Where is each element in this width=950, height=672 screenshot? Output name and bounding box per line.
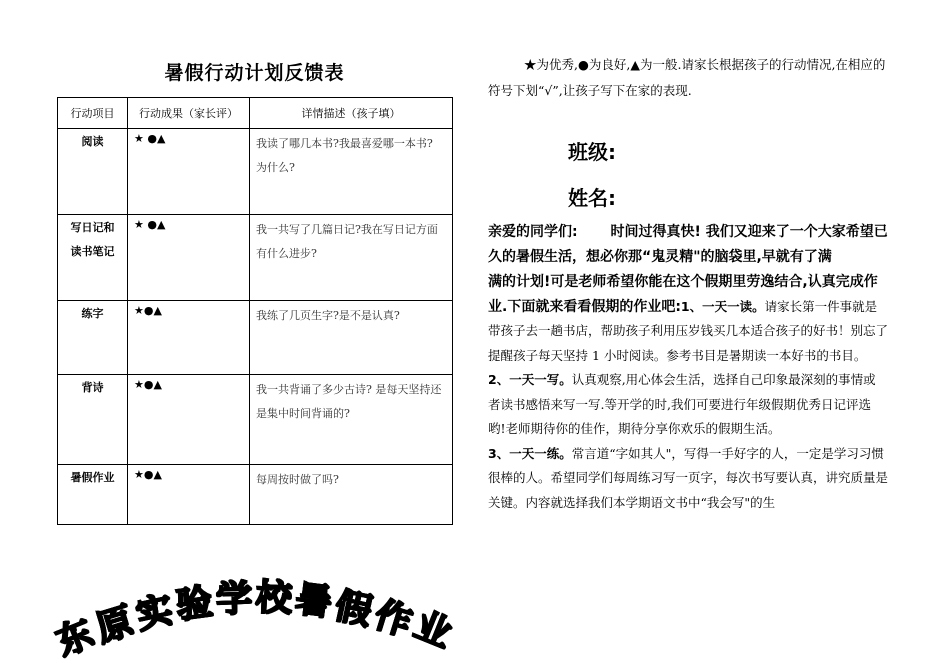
action-item-label: 读书笔记 bbox=[70, 245, 115, 258]
banner-char: 实 bbox=[132, 589, 177, 638]
rating-legend: ★为优秀,●为良好,▲为一般.请家长根据孩子的行动情况,在相应的符号下划“√”,让孩子写下在家的表现. bbox=[488, 57, 886, 98]
action-item bbox=[58, 301, 128, 375]
detail-description[interactable]: 我一共背诵了多少古诗? 是每天坚持还是集中时间背诵的? bbox=[250, 375, 453, 465]
rating-symbols[interactable]: ★ ●▲ bbox=[128, 215, 250, 301]
action-item-label: 写日记和 bbox=[70, 221, 115, 234]
banner-char: 暑 bbox=[293, 579, 335, 625]
table-row bbox=[58, 215, 453, 301]
action-item-label: 暑假作业 bbox=[70, 471, 115, 484]
detail-description[interactable]: 每周按时做了吗? bbox=[250, 465, 453, 525]
banner-char: 东 bbox=[50, 612, 100, 665]
paragraph-1 bbox=[488, 270, 888, 368]
page-title: 暑假行动计划反馈表 bbox=[164, 62, 345, 84]
paragraph-2 bbox=[488, 368, 888, 442]
detail-description[interactable]: 我读了哪几本书?我最喜爱哪一本书? 为什么? bbox=[250, 129, 453, 215]
column-header: 行动项目 bbox=[58, 98, 128, 129]
banner-char: 校 bbox=[255, 577, 293, 620]
banner-char: 学 bbox=[215, 578, 254, 621]
action-item-label: 背诗 bbox=[81, 381, 104, 394]
table-row bbox=[58, 129, 453, 215]
paragraph-3 bbox=[488, 442, 888, 516]
column-header: 详情描述（孩子填） bbox=[250, 98, 453, 129]
section-heading: 3、一天一练。 bbox=[488, 445, 572, 461]
banner-char: 原 bbox=[91, 600, 139, 651]
section-text: 认真观察,用心体会生活，选择自己印象最深刻的事情或者读书感悟来写一写.等开学的时,我们可要进行年级假期优秀日记评选哟!老师期待你的佳作，期待分享你欢乐的假期生活。 bbox=[488, 372, 876, 436]
section-text: 常言道“字如其人"，写得一手好字的人，一定是学习习惯很棒的人。希望同学们每周练习写一页字，每次书写要认真，讲究质量是关键。内容就选择我们本学期语文书中“我会写"的生 bbox=[488, 445, 889, 510]
feedback-table bbox=[57, 97, 453, 525]
action-item-label: 阅读 bbox=[81, 135, 104, 148]
action-item bbox=[58, 375, 128, 465]
letter-body bbox=[488, 220, 888, 515]
column-header: 行动成果（家长评） bbox=[128, 98, 250, 129]
rating-symbols[interactable]: ★●▲ bbox=[128, 465, 250, 525]
greeting: 亲爱的同学们: 时间过得真快! 我们又迎来了一个大家希望已久的暑假生活，想必你那“鬼灵精"的脑袋里,早就有了满 bbox=[488, 224, 888, 265]
action-item bbox=[58, 215, 128, 301]
section-heading: 1、一天一读。 bbox=[680, 298, 765, 314]
feedback-panel bbox=[57, 58, 452, 525]
school-banner bbox=[50, 548, 462, 665]
class-label: 班级: bbox=[568, 140, 616, 164]
action-item bbox=[58, 465, 128, 525]
banner-char: 假 bbox=[331, 585, 376, 633]
table-header-row bbox=[58, 98, 453, 129]
table-row bbox=[58, 301, 453, 375]
rating-symbols[interactable]: ★●▲ bbox=[128, 375, 250, 465]
banner-char: 作 bbox=[369, 594, 417, 644]
banner-char: 验 bbox=[173, 582, 215, 628]
banner-char: 业 bbox=[408, 604, 458, 657]
table-row bbox=[58, 465, 453, 525]
rating-symbols[interactable]: ★ ●▲ bbox=[128, 129, 250, 215]
section-heading: 2、一天一写。 bbox=[488, 372, 572, 387]
action-item-label: 练字 bbox=[81, 307, 104, 320]
section-text: 请家长第一件事就是带孩子去一趟书店，帮助孩子利用压岁钱买几本适合孩子的好书！别忘了提醒孩子每天坚持 1 小时阅读。参考书目是暑期读一本好书的书目。 bbox=[488, 298, 889, 363]
detail-description[interactable]: 我一共写了几篇日记?我在写日记方面有什么进步? bbox=[250, 215, 453, 301]
instructions-panel bbox=[488, 52, 889, 510]
name-label: 姓名: bbox=[568, 186, 616, 210]
detail-description[interactable]: 我练了几页生字?是不是认真? bbox=[250, 301, 453, 375]
table-row bbox=[58, 375, 453, 465]
plan-intro: 满的计划!可是老师希望你能在这个假期里劳逸结合,认真完成作业.下面就来看看假期的作业吧: bbox=[488, 274, 878, 315]
rating-symbols[interactable]: ★●▲ bbox=[128, 301, 250, 375]
action-item bbox=[58, 129, 128, 215]
